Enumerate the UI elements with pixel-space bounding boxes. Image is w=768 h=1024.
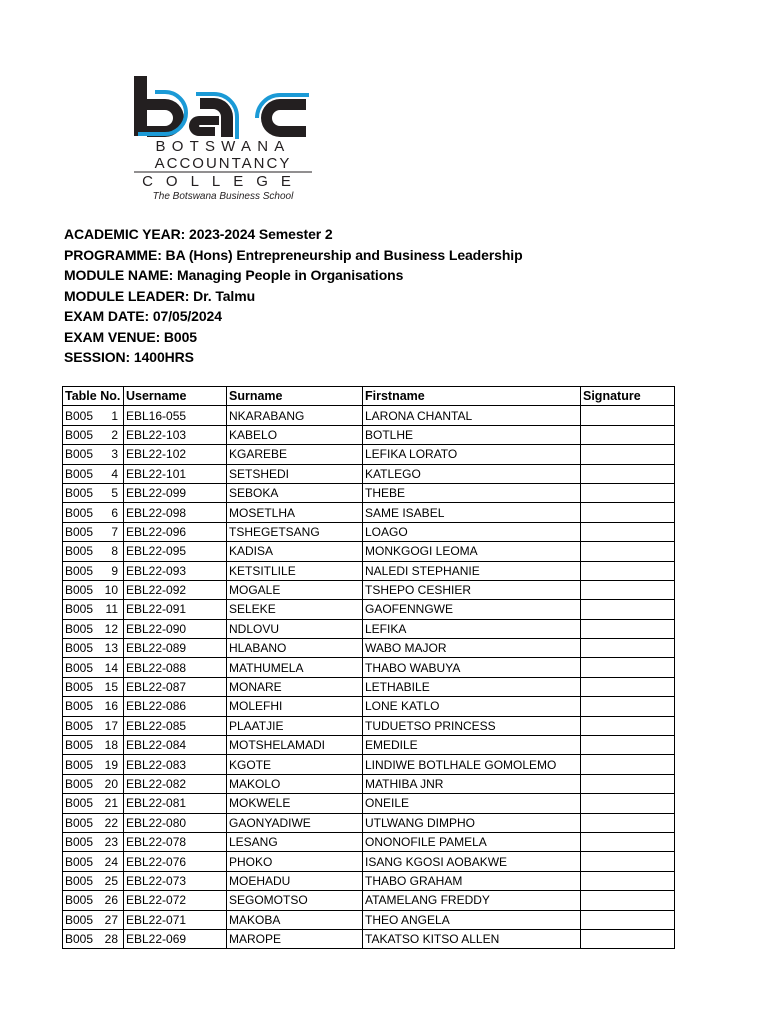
exam-details: [64, 224, 523, 368]
cell-venue: B005: [65, 699, 94, 714]
cell-venue: B005: [65, 466, 94, 481]
cell-table-no: [63, 406, 124, 425]
cell-table-no: [63, 891, 124, 910]
cell-username: EBL22-098: [124, 503, 227, 522]
cell-signature[interactable]: [581, 445, 675, 464]
cell-table-no: [63, 503, 124, 522]
cell-table-no: [63, 794, 124, 813]
cell-table-no: [63, 561, 124, 580]
cell-signature[interactable]: [581, 561, 675, 580]
table-row: [63, 755, 675, 774]
cell-table-no: [63, 522, 124, 541]
cell-venue: B005: [65, 486, 94, 501]
cell-firstname: TAKATSO KITSO ALLEN: [363, 929, 581, 948]
cell-number: 15: [104, 680, 118, 695]
table-row: [63, 677, 675, 696]
cell-table-no: [63, 832, 124, 851]
cell-venue: B005: [65, 505, 94, 520]
cell-surname: MAKOLO: [227, 774, 363, 793]
cell-username: EBL22-069: [124, 929, 227, 948]
cell-venue: B005: [65, 757, 94, 772]
table-row: [63, 794, 675, 813]
cell-table-no: [63, 483, 124, 502]
cell-signature[interactable]: [581, 755, 675, 774]
table-row: [63, 561, 675, 580]
cell-surname: SETSHEDI: [227, 464, 363, 483]
cell-venue: B005: [65, 796, 94, 811]
cell-venue: B005: [65, 680, 94, 695]
cell-table-no: [63, 639, 124, 658]
cell-signature[interactable]: [581, 852, 675, 871]
cell-username: EBL22-072: [124, 891, 227, 910]
table-row: [63, 658, 675, 677]
cell-signature[interactable]: [581, 813, 675, 832]
cell-firstname: TUDUETSO PRINCESS: [363, 716, 581, 735]
cell-signature[interactable]: [581, 677, 675, 696]
cell-username: EBL22-089: [124, 639, 227, 658]
table-row: [63, 464, 675, 483]
cell-table-no: [63, 736, 124, 755]
cell-number: 18: [104, 738, 118, 753]
table-row: [63, 445, 675, 464]
exam-venue: EXAM VENUE: B005: [64, 328, 197, 345]
cell-number: 25: [104, 873, 118, 888]
col-table-no: Table No.: [63, 387, 124, 406]
cell-venue: B005: [65, 718, 94, 733]
cell-number: 10: [104, 583, 118, 598]
cell-username: EBL16-055: [124, 406, 227, 425]
logo-tagline: The Botswana Business School: [152, 191, 294, 202]
cell-username: EBL22-078: [124, 832, 227, 851]
table-row: [63, 542, 675, 561]
cell-venue: B005: [65, 583, 94, 598]
cell-firstname: GAOFENNGWE: [363, 600, 581, 619]
cell-venue: B005: [65, 777, 94, 791]
cell-username: EBL22-088: [124, 658, 227, 677]
cell-signature[interactable]: [581, 619, 675, 638]
cell-username: EBL22-071: [124, 910, 227, 929]
cell-firstname: LARONA CHANTAL: [363, 406, 581, 425]
cell-username: EBL22-086: [124, 697, 227, 716]
cell-signature[interactable]: [581, 522, 675, 541]
programme: PROGRAMME: BA (Hons) Entrepreneurship and Business Leadership: [64, 246, 523, 263]
cell-number: 8: [111, 544, 118, 559]
cell-signature[interactable]: [581, 464, 675, 483]
cell-firstname: SAME ISABEL: [363, 503, 581, 522]
cell-venue: B005: [65, 815, 94, 830]
cell-table-no: [63, 716, 124, 735]
cell-surname: MAROPE: [227, 929, 363, 948]
cell-number: 27: [104, 912, 118, 927]
table-row: [63, 929, 675, 948]
cell-username: EBL22-080: [124, 813, 227, 832]
table-row: [63, 619, 675, 638]
cell-venue: B005: [65, 563, 94, 578]
cell-surname: PHOKO: [227, 852, 363, 871]
table-row: [63, 697, 675, 716]
cell-surname: MOSETLHA: [227, 503, 363, 522]
cell-signature[interactable]: [581, 910, 675, 929]
cell-table-no: [63, 464, 124, 483]
cell-surname: KGOTE: [227, 755, 363, 774]
cell-surname: SEBOKA: [227, 483, 363, 502]
exam-date: EXAM DATE: 07/05/2024: [64, 308, 222, 324]
cell-username: EBL22-090: [124, 619, 227, 638]
table-row: [63, 871, 675, 890]
cell-surname: MATHUMELA: [227, 658, 363, 677]
table-row: [63, 910, 675, 929]
cell-number: 26: [104, 893, 118, 908]
cell-surname: NKARABANG: [227, 406, 363, 425]
cell-username: EBL22-082: [124, 774, 227, 793]
cell-firstname: ONEILE: [363, 794, 581, 813]
cell-surname: PLAATJIE: [227, 716, 363, 735]
table-row: [63, 736, 675, 755]
cell-number: 12: [104, 621, 118, 636]
cell-venue: B005: [65, 835, 94, 850]
cell-surname: KADISA: [227, 542, 363, 561]
cell-username: EBL22-092: [124, 580, 227, 599]
cell-firstname: ISANG KGOSI AOBAKWE: [363, 852, 581, 871]
cell-venue: B005: [65, 408, 94, 423]
cell-signature[interactable]: [581, 832, 675, 851]
cell-surname: TSHEGETSANG: [227, 522, 363, 541]
logo-line2: ACCOUNTANCY: [154, 155, 292, 172]
cell-venue: B005: [65, 544, 94, 559]
cell-number: 11: [105, 602, 118, 617]
cell-signature[interactable]: [581, 406, 675, 425]
col-surname: Surname: [227, 387, 363, 406]
cell-number: 23: [104, 835, 118, 850]
cell-number: 22: [104, 815, 118, 830]
cell-signature[interactable]: [581, 794, 675, 813]
table-row: [63, 891, 675, 910]
col-signature: Signature: [581, 387, 675, 406]
cell-number: 24: [104, 854, 118, 869]
cell-username: EBL22-096: [124, 522, 227, 541]
cell-surname: MONARE: [227, 677, 363, 696]
cell-username: EBL22-084: [124, 736, 227, 755]
cell-number: 19: [104, 757, 118, 772]
cell-firstname: THEBE: [363, 483, 581, 502]
cell-username: EBL22-076: [124, 852, 227, 871]
cell-username: EBL22-087: [124, 677, 227, 696]
cell-venue: B005: [65, 447, 94, 462]
cell-signature[interactable]: [581, 580, 675, 599]
cell-firstname: THABO WABUYA: [363, 658, 581, 677]
cell-table-no: [63, 755, 124, 774]
cell-username: EBL22-102: [124, 445, 227, 464]
col-username: Username: [124, 387, 227, 406]
cell-number: 9: [111, 563, 118, 578]
col-firstname: Firstname: [363, 387, 581, 406]
cell-number: 1: [111, 408, 118, 423]
cell-venue: B005: [65, 854, 94, 869]
cell-table-no: [63, 697, 124, 716]
cell-surname: MAKOBA: [227, 910, 363, 929]
table-row: [63, 503, 675, 522]
table-row: [63, 600, 675, 619]
cell-number: 13: [104, 641, 118, 656]
cell-table-no: [63, 658, 124, 677]
cell-firstname: LEFIKA LORATO: [363, 445, 581, 464]
cell-table-no: [63, 619, 124, 638]
cell-surname: MOEHADU: [227, 871, 363, 890]
cell-firstname: UTLWANG DIMPHO: [363, 813, 581, 832]
table-row: [63, 425, 675, 444]
logo-line1: BOTSWANA: [155, 138, 291, 155]
cell-surname: KGAREBE: [227, 445, 363, 464]
cell-firstname: LONE KATLO: [363, 697, 581, 716]
cell-number: 3: [111, 447, 118, 462]
cell-firstname: MONKGOGI LEOMA: [363, 542, 581, 561]
bac-logo-icon: [128, 72, 318, 204]
cell-venue: B005: [65, 602, 94, 617]
cell-surname: MOGALE: [227, 580, 363, 599]
table-row: [63, 522, 675, 541]
cell-firstname: MATHIBA JNR: [363, 774, 581, 793]
table-row: [63, 483, 675, 502]
cell-venue: B005: [65, 641, 94, 656]
cell-venue: B005: [65, 524, 94, 539]
table-row: [63, 716, 675, 735]
cell-venue: B005: [65, 912, 94, 927]
cell-number: 6: [111, 505, 118, 520]
cell-number: 16: [104, 699, 118, 714]
cell-table-no: [63, 852, 124, 871]
cell-venue: B005: [65, 660, 94, 675]
cell-signature[interactable]: [581, 639, 675, 658]
cell-surname: SEGOMOTSO: [227, 891, 363, 910]
cell-firstname: KATLEGO: [363, 464, 581, 483]
cell-table-no: [63, 600, 124, 619]
cell-username: EBL22-091: [124, 600, 227, 619]
cell-signature[interactable]: [581, 658, 675, 677]
table-row: [63, 406, 675, 425]
cell-number: 17: [104, 718, 118, 733]
cell-firstname: LINDIWE BOTLHALE GOMOLEMO: [363, 755, 581, 774]
cell-signature[interactable]: [581, 736, 675, 755]
cell-table-no: [63, 677, 124, 696]
cell-surname: KETSITLILE: [227, 561, 363, 580]
cell-number: 20: [104, 777, 118, 791]
cell-table-no: [63, 774, 124, 793]
cell-username: EBL22-085: [124, 716, 227, 735]
cell-signature[interactable]: [581, 483, 675, 502]
cell-firstname: THEO ANGELA: [363, 910, 581, 929]
cell-username: EBL22-099: [124, 483, 227, 502]
cell-firstname: LEFIKA: [363, 619, 581, 638]
module-leader: MODULE LEADER: Dr. Talmu: [64, 287, 256, 304]
cell-firstname: ATAMELANG FREDDY: [363, 891, 581, 910]
cell-table-no: [63, 425, 124, 444]
cell-signature[interactable]: [581, 600, 675, 619]
cell-firstname: LETHABILE: [363, 677, 581, 696]
cell-surname: MOKWELE: [227, 794, 363, 813]
table-row: [63, 852, 675, 871]
cell-surname: MOLEFHI: [227, 697, 363, 716]
cell-signature[interactable]: [581, 542, 675, 561]
table-header-row: [63, 387, 675, 406]
table-row: [63, 832, 675, 851]
cell-signature[interactable]: [581, 716, 675, 735]
cell-surname: LESANG: [227, 832, 363, 851]
cell-surname: SELEKE: [227, 600, 363, 619]
cell-firstname: WABO MAJOR: [363, 639, 581, 658]
cell-surname: KABELO: [227, 425, 363, 444]
cell-firstname: THABO GRAHAM: [363, 871, 581, 890]
cell-signature[interactable]: [581, 503, 675, 522]
cell-username: EBL22-093: [124, 561, 227, 580]
cell-signature[interactable]: [581, 871, 675, 890]
cell-venue: B005: [65, 893, 94, 908]
cell-table-no: [63, 542, 124, 561]
cell-number: 14: [104, 660, 118, 675]
cell-firstname: ONONOFILE PAMELA: [363, 832, 581, 851]
cell-username: EBL22-103: [124, 425, 227, 444]
cell-username: EBL22-081: [124, 794, 227, 813]
cell-signature[interactable]: [581, 425, 675, 444]
session: SESSION: 1400HRS: [64, 349, 194, 365]
cell-username: EBL22-083: [124, 755, 227, 774]
cell-table-no: [63, 813, 124, 832]
attendance-table: [62, 386, 675, 949]
academic-year: ACADEMIC YEAR: 2023-2024 Semester 2: [64, 226, 333, 242]
cell-firstname: LOAGO: [363, 522, 581, 541]
logo-line3: COLLEGE: [142, 173, 304, 190]
cell-surname: HLABANO: [227, 639, 363, 658]
cell-signature[interactable]: [581, 697, 675, 716]
cell-table-no: [63, 580, 124, 599]
cell-firstname: NALEDI STEPHANIE: [363, 561, 581, 580]
cell-venue: B005: [65, 738, 94, 753]
table-row: [63, 813, 675, 832]
cell-username: EBL22-073: [124, 871, 227, 890]
cell-surname: MOTSHELAMADI: [227, 736, 363, 755]
cell-number: 21: [104, 796, 118, 811]
module-name: MODULE NAME: Managing People in Organisations: [64, 267, 404, 283]
cell-firstname: BOTLHE: [363, 425, 581, 444]
cell-signature[interactable]: [581, 929, 675, 948]
cell-table-no: [63, 929, 124, 948]
cell-venue: B005: [65, 427, 94, 442]
cell-venue: B005: [65, 621, 94, 636]
cell-number: 7: [111, 524, 118, 539]
cell-username: EBL22-095: [124, 542, 227, 561]
cell-number: 2: [111, 427, 118, 442]
cell-venue: B005: [65, 932, 94, 947]
table-row: [63, 774, 675, 793]
table-row: [63, 580, 675, 599]
cell-surname: NDLOVU: [227, 619, 363, 638]
cell-firstname: EMEDILE: [363, 736, 581, 755]
cell-table-no: [63, 910, 124, 929]
cell-venue: B005: [65, 873, 94, 888]
cell-table-no: [63, 445, 124, 464]
cell-number: 5: [111, 486, 118, 501]
cell-signature[interactable]: [581, 891, 675, 910]
cell-signature[interactable]: [581, 774, 675, 793]
cell-table-no: [63, 871, 124, 890]
cell-surname: GAONYADIWE: [227, 813, 363, 832]
cell-username: EBL22-101: [124, 464, 227, 483]
cell-number: 4: [111, 466, 118, 481]
college-logo: [128, 72, 318, 204]
cell-number: 28: [104, 932, 118, 947]
table-row: [63, 639, 675, 658]
cell-firstname: TSHEPO CESHIER: [363, 580, 581, 599]
